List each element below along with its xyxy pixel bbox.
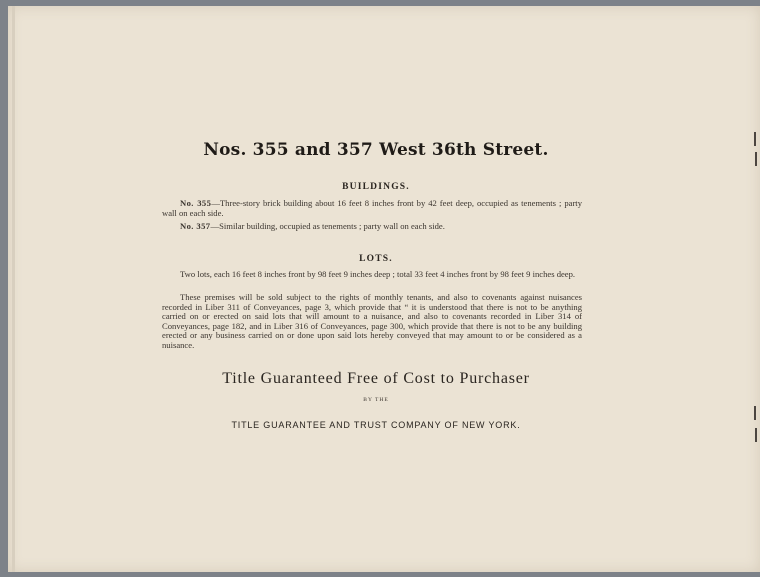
building-entry-355 — [162, 199, 582, 218]
document-page — [8, 6, 760, 572]
page-edge — [12, 6, 15, 572]
by-the-text: BY THE — [363, 397, 389, 403]
binding-mark — [754, 406, 756, 420]
covenants-paragraph: These premises will be sold subject to the rights of monthly tenants, and also to covenants against nuisances recorded in Liber 311 of Conveyances, page 3, which provide that “ it is understood that there is not to be anything carried on or erected on said lots that will amount to a nuisance, and also to covenants recorded in Liber 314 of Conveyances, page 182, and in Liber 316 of Conveyances, page 300, which provide that there is not to be any building erected or any business carried on or done upon said lots hereby conveyed that may amount to or be considered as a nuisance. — [162, 292, 582, 350]
building-number: No. 357 — [180, 221, 211, 231]
binding-mark — [755, 152, 757, 166]
building-description: —Three-story brick building about 16 feet 8 inches front by 42 feet deep, occupied as tenements ; party wall on each side. — [162, 198, 582, 218]
building-entry-357 — [162, 222, 582, 232]
buildings-heading: BUILDINGS. — [342, 182, 410, 192]
binding-mark — [754, 132, 756, 146]
lots-heading: LOTS. — [359, 254, 393, 264]
company-name: TITLE GUARANTEE AND TRUST COMPANY OF NEW YORK. — [231, 420, 521, 430]
title-guarantee-line: Title Guaranteed Free of Cost to Purchaser — [222, 370, 530, 387]
binding-mark — [755, 428, 757, 442]
document-title: Nos. 355 and 357 West 36th Street. — [203, 140, 549, 160]
building-description: —Similar building, occupied as tenements ; party wall on each side. — [210, 221, 445, 231]
building-number: No. 355 — [180, 198, 212, 208]
lots-paragraph: Two lots, each 16 feet 8 inches front by 98 feet 9 inches deep ; total 33 feet 4 inches front by 98 feet 9 inches deep. — [180, 269, 576, 279]
